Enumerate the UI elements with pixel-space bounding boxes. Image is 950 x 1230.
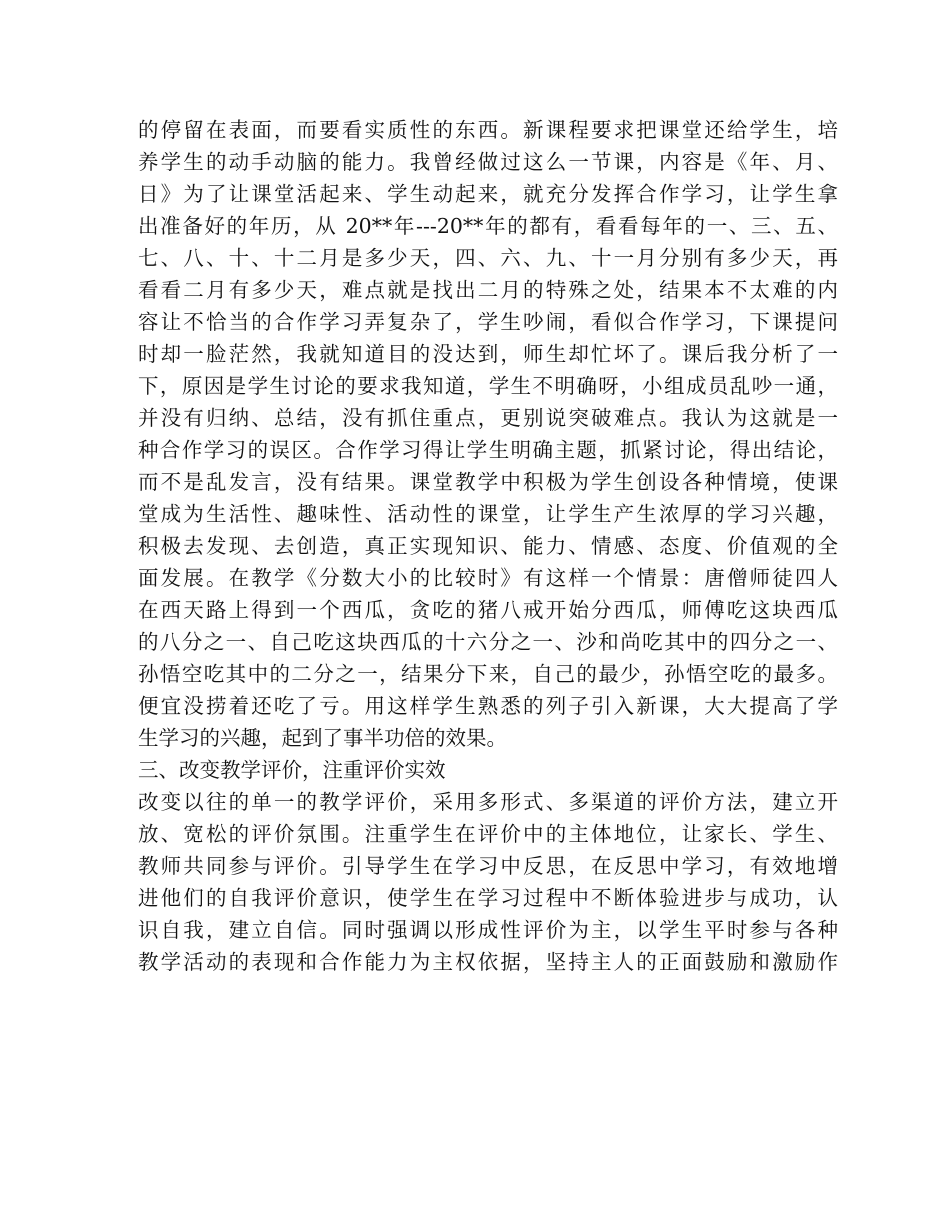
text-line: 养学生的动手动脑的能力。我曾经做过这么一节课，内容是《年、月、 — [138, 150, 838, 174]
text-line: 面发展。在教学《分数大小的比较时》有这样一个情景：唐僧师徒四人 — [138, 566, 838, 590]
section-heading: 三、改变教学评价，注重评价实效 — [138, 758, 446, 782]
text-line: 放、宽松的评价氛围。注重学生在评价中的主体地位，让家长、学生、 — [138, 822, 838, 846]
text-line: 容让不恰当的合作学习弄复杂了，学生吵闹，看似合作学习，下课提问 — [138, 310, 838, 334]
text-line: 并没有归纳、总结，没有抓住重点，更别说突破难点。我认为这就是一 — [138, 406, 838, 430]
text-line: 时却一脸茫然，我就知道目的没达到，师生却忙坏了。课后我分析了一 — [138, 342, 838, 366]
body-text — [138, 114, 838, 978]
text-line: 而不是乱发言，没有结果。课堂教学中积极为学生创设各种情境，使课 — [138, 470, 838, 494]
text-line: 种合作学习的误区。合作学习得让学生明确主题，抓紧讨论，得出结论， — [138, 438, 838, 462]
text-line: 积极去发现、去创造，真正实现知识、能力、情感、态度、价值观的全 — [138, 534, 838, 558]
text-line: 识自我，建立自信。同时强调以形成性评价为主，以学生平时参与各种 — [138, 918, 838, 942]
text-line: 七、八、十、十二月是多少天，四、六、九、十一月分别有多少天，再 — [138, 246, 838, 270]
text-line: 下，原因是学生讨论的要求我知道，学生不明确呀，小组成员乱吵一通， — [138, 374, 838, 398]
text-line: 孙悟空吃其中的二分之一，结果分下来，自己的最少，孙悟空吃的最多。 — [138, 662, 838, 686]
text-line: 堂成为生活性、趣味性、活动性的课堂，让学生产生浓厚的学习兴趣， — [138, 502, 838, 526]
text-line: 改变以往的单一的教学评价，采用多形式、多渠道的评价方法，建立开 — [138, 790, 838, 814]
text-line: 教师共同参与评价。引导学生在学习中反思，在反思中学习，有效地增 — [138, 854, 838, 878]
paragraph-end-line: 生学习的兴趣，起到了事半功倍的效果。 — [138, 726, 507, 750]
text-line: 出准备好的年历，从 20**年---20**年的都有，看看每年的一、三、五、 — [138, 214, 838, 238]
text-line: 的停留在表面，而要看实质性的东西。新课程要求把课堂还给学生，培 — [138, 118, 838, 142]
text-line: 教学活动的表现和合作能力为主权依据，坚持主人的正面鼓励和激励作 — [138, 950, 838, 974]
text-line: 在西天路上得到一个西瓜，贪吃的猪八戒开始分西瓜，师傅吃这块西瓜 — [138, 598, 838, 622]
text-line: 看看二月有多少天，难点就是找出二月的特殊之处，结果本不太难的内 — [138, 278, 838, 302]
text-line: 进他们的自我评价意识，使学生在学习过程中不断体验进步与成功，认 — [138, 886, 838, 910]
text-line: 日》为了让课堂活起来、学生动起来，就充分发挥合作学习，让学生拿 — [138, 182, 838, 206]
text-line: 便宜没捞着还吃了亏。用这样学生熟悉的列子引入新课，大大提高了学 — [138, 694, 838, 718]
text-line: 的八分之一、自己吃这块西瓜的十六分之一、沙和尚吃其中的四分之一、 — [138, 630, 838, 654]
